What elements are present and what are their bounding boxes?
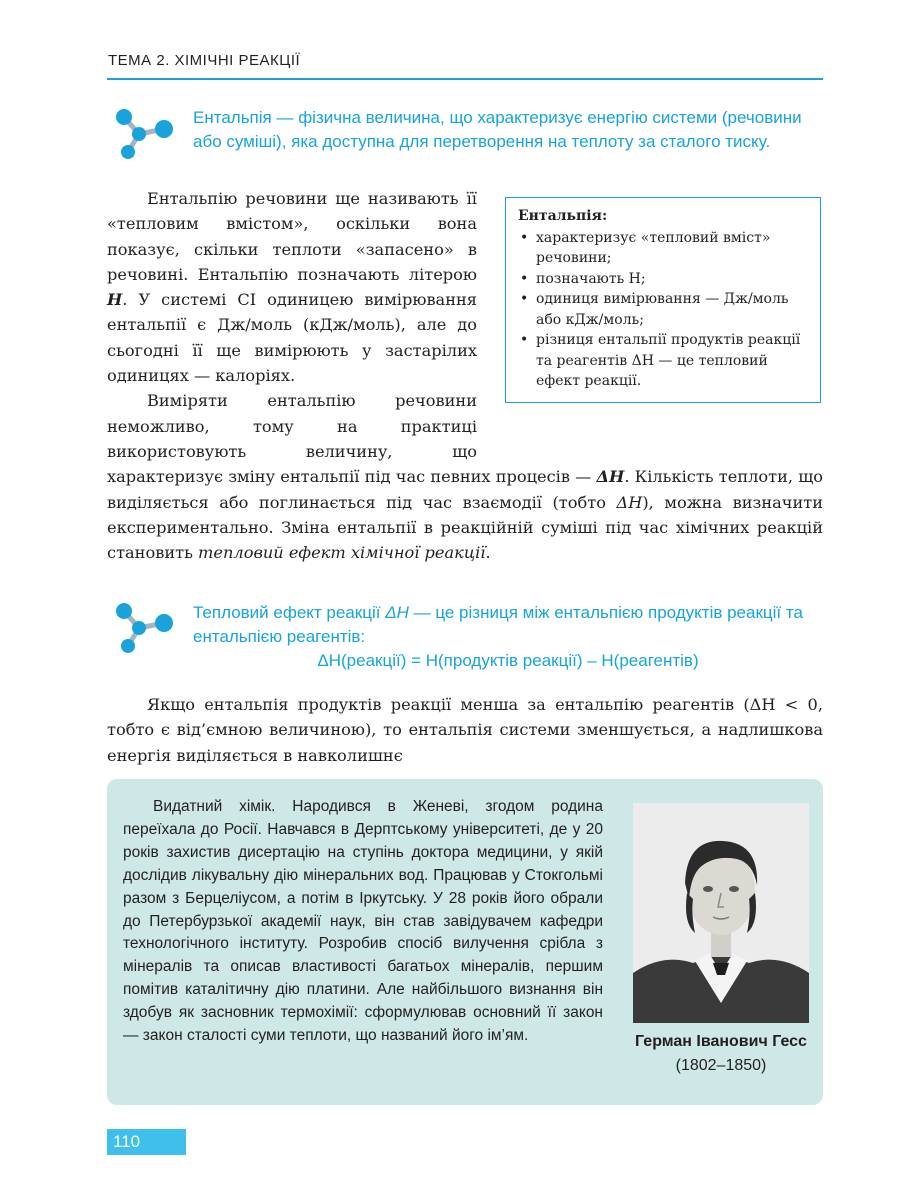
text-fragment: Тепловий ефект реакції (193, 603, 386, 622)
portrait-caption (633, 1030, 809, 1078)
main-text (107, 186, 823, 565)
text-fragment: . (485, 543, 491, 563)
scientist-years: (1802–1850) (675, 1057, 767, 1074)
paragraph-negative-enthalpy: Якщо ентальпія продуктів реакції менша за ентальпію реагентів (ΔH < 0, тобто є від’ємною величиною), то ентальпія системи зменшується, а надлишкова енергія виділяється в навколишнє (107, 695, 823, 765)
sidebox-title: Ентальпія: (518, 208, 608, 224)
enthalpy-symbol: H (107, 290, 123, 310)
text-fragment: ), можна визначити експериментально. Зміна ентальпії в реакційній суміші під час хімічних реакцій становить (107, 492, 824, 563)
molecule-icon (112, 107, 174, 163)
delta-h-symbol: ΔH (385, 603, 409, 622)
running-header: ТЕМА 2. ХІМІЧНІ РЕАКЦІЇ (108, 52, 301, 69)
sidebox-item: • різниця ентальпії продуктів реакції та реагентів ΔH — це тепловий ефект реакції. (518, 330, 808, 392)
sidebox-item: • одиниця вимірювання — Дж/моль або кДж/моль; (518, 289, 808, 330)
molecule-icon (112, 601, 174, 657)
page-number: 110 (107, 1129, 186, 1155)
header-rule (107, 78, 823, 80)
sidebox-item: • характеризує «тепловий вміст» речовини; (518, 228, 808, 269)
text-fragment: Ентальпію речовини ще називають її «тепловим вмістом», оскільки вона показує, скільки теплоти «запасено» в речовині. Ентальпію позначають літерою (107, 189, 477, 284)
text-fragment: — це різниця між ентальпією продуктів реакції та ентальпією реагентів: (193, 603, 803, 646)
text-fragment: . У системі СІ одиницею вимірювання ентальпії є Дж/моль (кДж/моль), але до сьогодні її ще вимірюють у застарілих одиницях — калоріях. (107, 290, 477, 386)
definition-enthalpy: Ентальпія — фізична величина, що характеризує енергію системи (речовини або суміші), яка доступна для перетворення на теплоту за сталого тиску. (193, 108, 802, 151)
text-fragment: Виміряти ентальпію речовини неможливо, тому на практиці використовують величину, що характеризує зміну ентальпії під час певних процесів — (107, 391, 597, 487)
definition-heat-effect (193, 601, 823, 673)
delta-h-symbol: ΔH (616, 492, 643, 512)
heat-effect-formula: ΔH(реакції) = H(продуктів реакції) – H(реагентів) (317, 651, 699, 670)
portrait-image (633, 803, 809, 1023)
biography-text: Видатний хімік. Народився в Женеві, згодом родина переїхала до Росії. Навчався в Дерптському університеті, де у 20 років захистив дисертацію на ступінь доктора медицини, у якій дослідив лікувальну дію мінеральних вод. Працював у Стокгольмі разом з Берцеліусом, а потім в Іркутську. У 28 років його обрали до Петербурзької академії наук, він став завідувачем кафедри технологічного інституту. Розробив спосіб вилучення срібла з мінералів та описав властивості багатьох мінералів, першим помітив каталітичну дію платини. Але найбільшого визнання він здобув як засновник термохімії: сформулював основний її закон — закон сталості суми теплоти, що названий його ім’ям. (123, 798, 603, 1045)
scientist-name: Герман Іванович Гесс (635, 1033, 807, 1050)
float-spacer (477, 186, 823, 443)
portrait-illustration (633, 803, 809, 1023)
sidebox-item: • позначають H; (518, 269, 808, 290)
text-fragment: . Кількість теплоти, що виділяється або поглинається під час взаємодії (тобто (107, 467, 823, 512)
emphasis-term: тепловий ефект хімічної реакції (198, 543, 486, 563)
delta-h-symbol: ΔH (596, 467, 625, 487)
